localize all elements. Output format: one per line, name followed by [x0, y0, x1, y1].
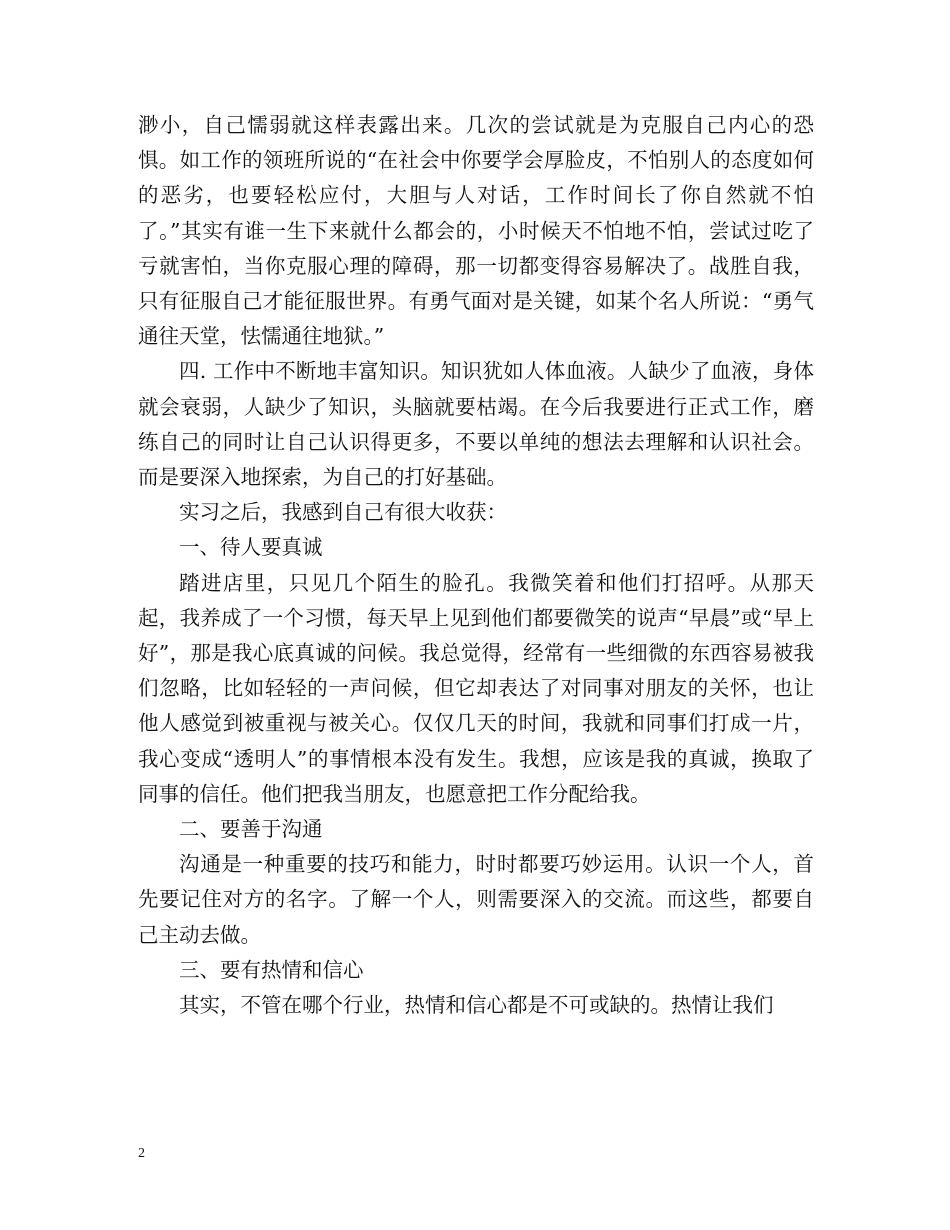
paragraph-1: 渺小，自己懦弱就这样表露出来。几次的尝试就是为克服自己内心的恐惧。如工作的领班所说的“在社会中你要学会厚脸皮，不怕别人的态度如何的恶劣，也要轻松应付，大胆与人对话，工作时间长了你自然就不怕了。”其实有谁一生下来就什么都会的，小时候天不怕地不怕，尝试过吃了亏就害怕，当你克服心理的障碍，那一切都变得容易解决了。战胜自我，只有征服自己才能征服世界。有勇气面对是关键，如某个名人所说：“勇气通往天堂，怯懦通往地狱。” — [138, 113, 814, 349]
section-heading-3: 三、要有热情和信心 — [179, 957, 364, 982]
section-heading-1: 一、待人要真诚 — [179, 535, 323, 560]
paragraph-2: 四. 工作中不断地丰富知识。知识犹如人体血液。人缺少了血液，身体就会衰弱，人缺少了知识，头脑就要枯竭。在今后我要进行正式工作，磨练自己的同时让自己认识得更多，不要以单纯的想法去理解和认识社会。而是要深入地探索，为自己的打好基础。 — [138, 359, 814, 490]
paragraph-5: 沟通是一种重要的技巧和能力，时时都要巧妙运用。认识一个人，首先要记住对方的名字。了解一个人，则需要深入的交流。而这些，都要自己主动去做。 — [138, 852, 814, 947]
paragraph-4: 踏进店里，只见几个陌生的脸孔。我微笑着和他们打招呼。从那天起，我养成了一个习惯，每天早上见到他们都要微笑的说声“早晨”或“早上好”，那是我心底真诚的问候。我总觉得，经常有一些细微的东西容易被我们忽略，比如轻轻的一声问候，但它却表达了对同事对朋友的关怀，也让他人感觉到被重视与被关心。仅仅几天的时间，我就和同事们打成一片，我心变成“透明人”的事情根本没有发生。我想，应该是我的真诚，换取了同事的信任。他们把我当朋友，也愿意把工作分配给我。 — [138, 570, 814, 806]
page-number: 2 — [138, 1146, 145, 1161]
body-text — [138, 108, 814, 1023]
paragraph-3: 实习之后，我感到自己有很大收获： — [179, 500, 507, 525]
paragraph-6: 其实，不管在哪个行业，热情和信心都是不可或缺的。热情让我们 — [179, 993, 774, 1018]
section-heading-2: 二、要善于沟通 — [179, 817, 323, 842]
